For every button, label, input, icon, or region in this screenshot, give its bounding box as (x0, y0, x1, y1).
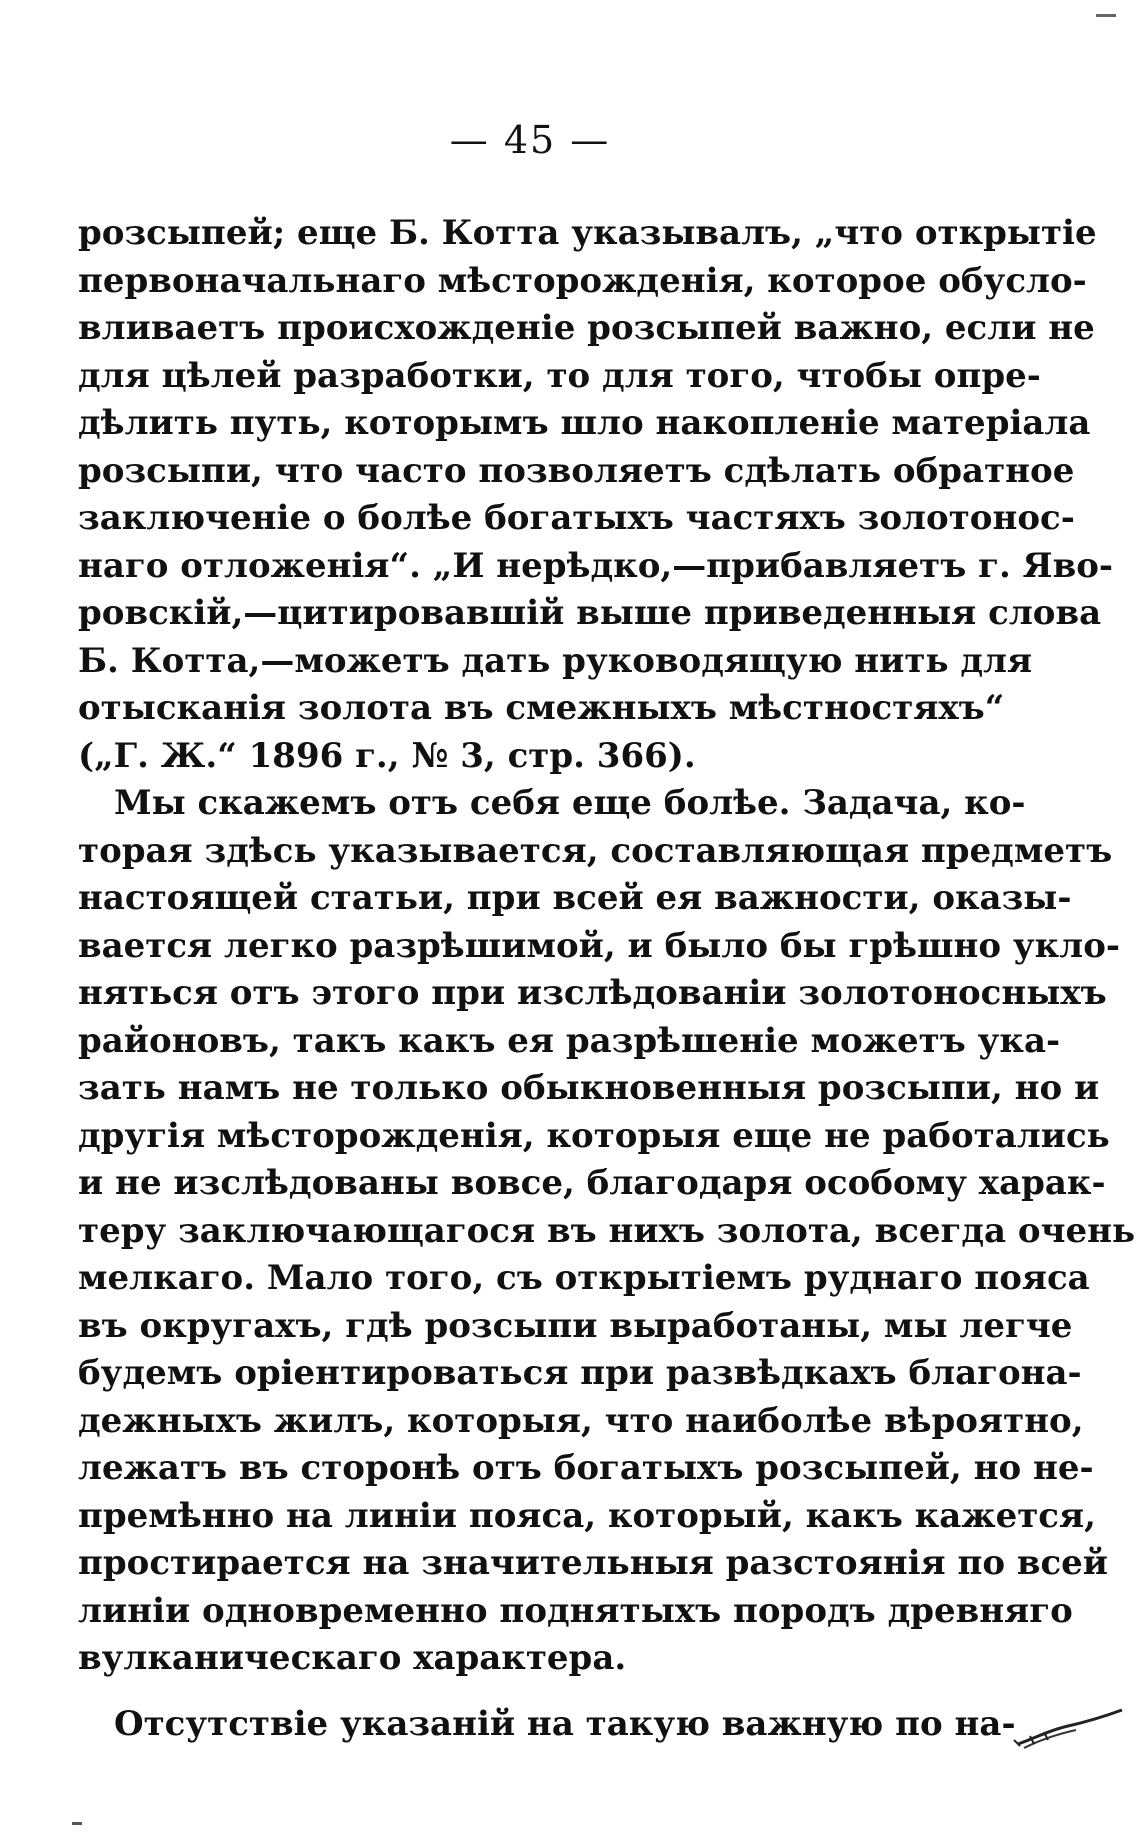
text-line: и не изслѣдованы вовсе, благодаря особому харак- (78, 1163, 1106, 1203)
text-line: линіи одновременно поднятыхъ породъ древняго (78, 1590, 1073, 1631)
body-text (78, 210, 1136, 1748)
text-line: будемъ оріентироваться при развѣдкахъ благона- (78, 1353, 1082, 1393)
text-line: розсыпей; еще Б. Котта указывалъ, „что открытіе (78, 213, 1097, 253)
text-line: („Г. Ж.“ 1896 г., № 3, стр. 366). (78, 735, 696, 776)
text-line: настоящей статьи, при всей ея важности, оказы- (78, 878, 1072, 918)
page-number: — 45 — (449, 118, 611, 162)
text-line: наго отложенія“. „И нерѣдко,—прибавляетъ г. Яво- (78, 545, 1114, 586)
pencil-scribble-mark (1010, 1700, 1130, 1760)
text-line: для цѣлей разработки, то для того, чтобы опре- (78, 355, 1041, 396)
text-line: теру заключающагося въ нихъ золота, всегда очень (78, 1210, 1136, 1251)
text-line: торая здѣсь указывается, составляющая предметъ (78, 830, 1113, 871)
text-line: няться отъ этого при изслѣдованіи золотоносныхъ (78, 973, 1107, 1013)
text-line: ровскій,—цитировавшій выше приведенныя слова (78, 593, 1102, 633)
paragraph-gap (78, 1683, 988, 1701)
text-line: розсыпи, что часто позволяетъ сдѣлать обратное (78, 450, 1075, 491)
text-line: заключеніе о болѣе богатыхъ частяхъ золотонос- (78, 498, 1075, 538)
text-line: простирается на значительныя разстоянія по всей (78, 1543, 1109, 1583)
scan-edge-mark (1096, 14, 1116, 17)
text-line: дѣлить путь, которымъ шло накопленіе матеріала (78, 403, 1091, 443)
text-line: отысканія золота въ смежныхъ мѣстностяхъ“ (78, 688, 1005, 728)
text-line: мелкаго. Мало того, съ открытіемъ руднаго пояса (78, 1258, 1090, 1298)
text-line: зать намъ не только обыкновенныя розсыпи, но и (78, 1068, 1100, 1108)
paragraph-start-line: Отсутствіе указаній на такую важную по на- (114, 1703, 1016, 1744)
text-line: дежныхъ жилъ, которыя, что наиболѣе вѣроятно, (78, 1400, 1084, 1441)
text-line: другія мѣсторожденія, которыя еще не работались (78, 1115, 1110, 1156)
text-line: районовъ, такъ какъ ея разрѣшеніе можетъ ука- (78, 1020, 1061, 1061)
paragraph-start-line: Мы скажемъ отъ себя еще болѣе. Задача, ко- (114, 783, 1026, 823)
text-line: вается легко разрѣшимой, и было бы грѣшно укло- (78, 925, 1120, 966)
text-line: вулканическаго характера. (78, 1638, 627, 1678)
text-line: первоначальнаго мѣсторожденія, которое обусло- (78, 260, 1087, 301)
text-line: премѣнно на линіи пояса, который, какъ кажется, (78, 1495, 1096, 1536)
text-line: лежатъ въ сторонѣ отъ богатыхъ розсыпей, но не- (78, 1448, 1094, 1488)
text-line: Б. Котта,—можетъ дать руководящую нить для (78, 640, 1033, 681)
scan-edge-mark (72, 1822, 82, 1825)
text-line: въ округахъ, гдѣ розсыпи выработаны, мы легче (78, 1305, 1073, 1346)
text-line: вливаетъ происхожденіе розсыпей важно, если не (78, 308, 1095, 348)
